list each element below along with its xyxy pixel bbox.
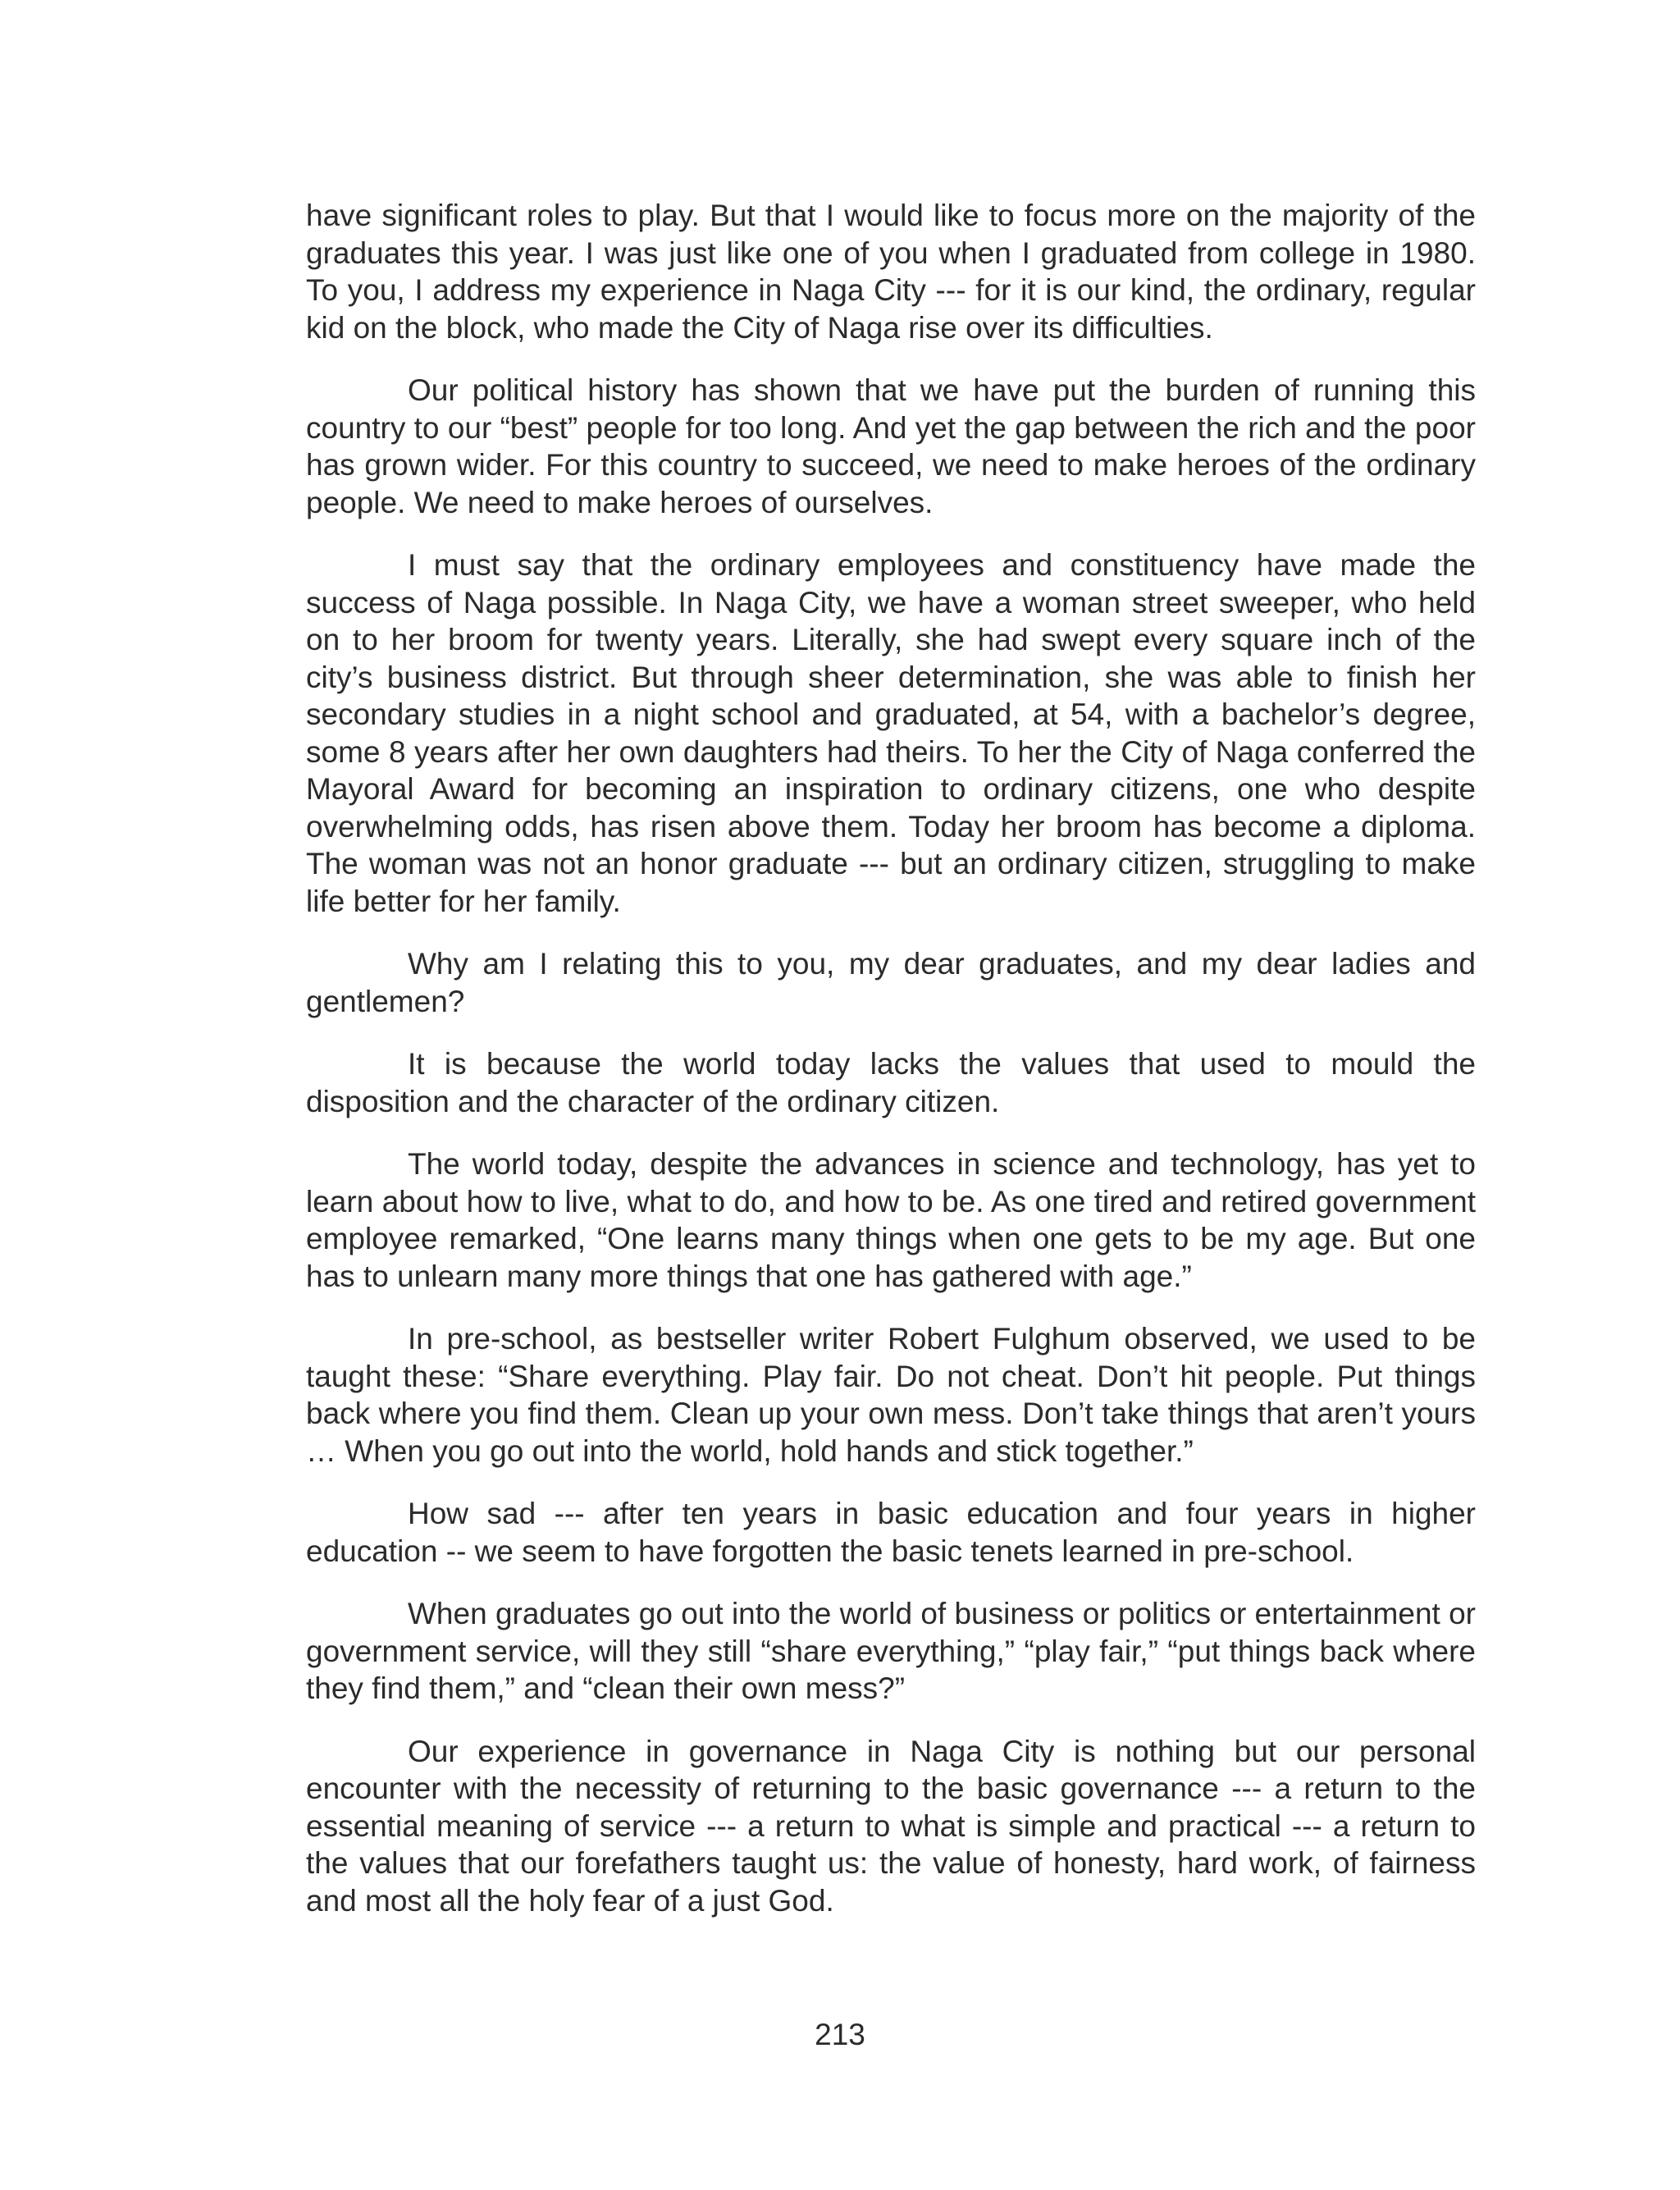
paragraph-political-history: Our political history has shown that we have put the burden of running this country to our “best” people for too long. And yet the gap between the rich and the poor has grown wider. For this country to succeed, we need to make heroes of the ordinary people. We need to make heroes of ourselves.	[306, 373, 1476, 519]
paragraph-why-relating: Why am I relating this to you, my dear graduates, and my dear ladies and gentlemen?	[306, 947, 1476, 1018]
paragraph-governance-experience: Our experience in governance in Naga City is nothing but our personal encounter with the necessity of returning to the basic governance --- a return to the essential meaning of service --- a return to what is simple and practical --- a return to the values that our forefathers taught us: the value of honesty, hard work, of fairness and most all the holy fear of a just God.	[306, 1734, 1476, 1918]
page-number: 213	[815, 2018, 865, 2051]
paragraph-continued: have significant roles to play. But that I would like to focus more on the majority of the graduates this year. I was just like one of you when I graduated from college in 1980. To you, I address my experience in Naga City --- for it is our kind, the ordinary, regular kid on the block, who made the City of Naga rise over its difficulties.	[306, 199, 1476, 345]
paragraph-graduates-world: When graduates go out into the world of business or politics or entertainment or government service, will they still “share everything,” “play fair,” “put things back where they find them,” and “clean their own mess?”	[306, 1597, 1476, 1705]
paragraph-street-sweeper: I must say that the ordinary employees and constituency have made the success of Naga possible. In Naga City, we have a woman street sweeper, who held on to her broom for twenty years. Literally, she had swept every square inch of the city’s business district. But through sheer determination, she was able to finish her secondary studies in a night school and graduated, at 54, with a bachelor’s degree, some 8 years after her own daughters had theirs. To her the City of Naga conferred the Mayoral Award for becoming an inspiration to ordinary citizens, one who despite overwhelming odds, has risen above them. Today her broom has become a diploma. The woman was not an honor graduate --- but an ordinary citizen, struggling to make life better for her family.	[306, 548, 1476, 918]
paragraph-how-sad: How sad --- after ten years in basic education and four years in higher education -- we seem to have forgotten the basic tenets learned in pre-school.	[306, 1497, 1476, 1568]
paragraph-world-lacks-values: It is because the world today lacks the values that used to mould the disposition and the character of the ordinary citizen.	[306, 1047, 1476, 1118]
paragraph-world-today: The world today, despite the advances in science and technology, has yet to learn about how to live, what to do, and how to be. As one tired and retired government employee remarked, “One learns many things when one gets to be my age. But one has to unlearn many more things that one has gathered with age.”	[306, 1147, 1476, 1293]
paragraph-pre-school: In pre-school, as bestseller writer Robert Fulghum observed, we used to be taught these: “Share everything. Play fair. Do not cheat. Don’t hit people. Put things back where you find them. Clean up your own mess. Don’t take things that aren’t yours … When you go out into the world, hold hands and stick together.”	[306, 1322, 1476, 1468]
page-body	[306, 197, 1476, 1945]
